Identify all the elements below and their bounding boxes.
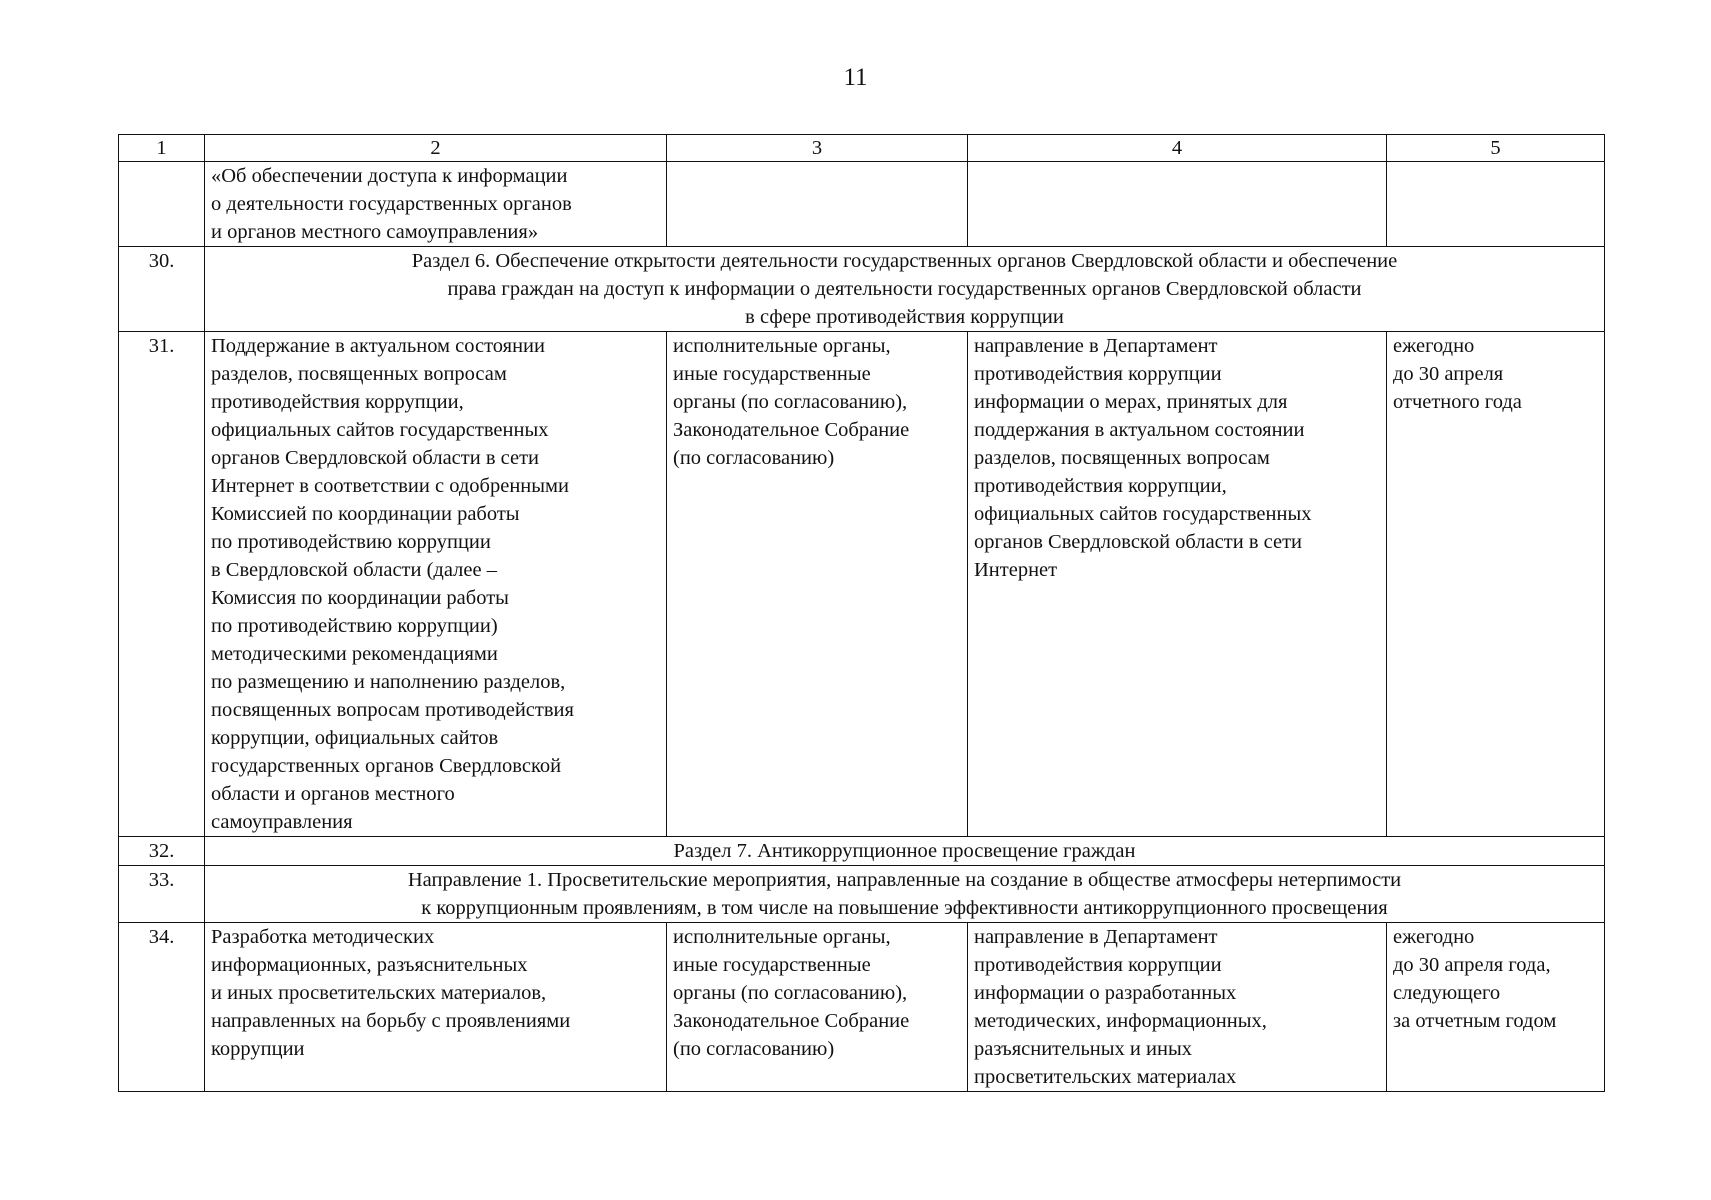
section-row [119,866,1605,923]
text-line: методическими рекомендациями [211,643,498,665]
text-line: «Об обеспечении доступа к информации [211,165,568,187]
text-line: ежегодно [1393,926,1475,948]
text-line: официальных сайтов государственных [211,419,549,441]
text-line: иные государственные [673,954,871,976]
executors-cell [667,332,968,837]
text-line: Поддержание в актуальном состоянии [211,335,545,357]
text-line: органов Свердловской области в сети [211,447,540,469]
row-number: 30. [119,247,205,332]
text-line: Законодательное Собрание [673,419,910,441]
text-line: Комиссия по координации работы [211,587,509,609]
text-line: поддержания в актуальном состоянии [974,419,1305,441]
text-line: направление в Департамент [974,335,1218,357]
text-line: органы (по согласованию), [673,982,908,1004]
text-line: ежегодно [1393,335,1475,357]
table-row [119,332,1605,837]
text-line: Законодательное Собрание [673,1010,910,1032]
row-number: 32. [119,837,205,866]
row-number: 31. [119,332,205,837]
column-number-header: 2 [205,135,667,162]
measures-table [118,134,1605,1092]
text-line: за отчетным годом [1393,1010,1557,1032]
text-line: просветительских материалах [974,1066,1237,1088]
text-line: Интернет в соответствии с одобренными [211,475,569,497]
text-line: к коррупционным проявлениям, в том числе на повышение эффективности антикоррупционного просвещения [421,897,1388,919]
text-line: исполнительные органы, [673,335,891,357]
row-number: 33. [119,866,205,923]
text-line: и иных просветительских материалов, [211,982,547,1004]
text-line: направление в Департамент [974,926,1218,948]
text-line: по размещению и наполнению разделов, [211,671,566,693]
text-line: методических, информационных, [974,1010,1267,1032]
text-line: противодействия коррупции [974,363,1222,385]
section-row [119,837,1605,866]
text-line: коррупции [211,1038,305,1060]
text-line: направленных на борьбу с проявлениями [211,1010,571,1032]
text-line: органов Свердловской области в сети [974,531,1303,553]
text-line: противодействия коррупции [974,954,1222,976]
text-line: информации о разработанных [974,982,1237,1004]
text-line: информации о мерах, принятых для [974,391,1288,413]
page-number: 11 [843,64,868,91]
deadline-cell [1387,162,1605,247]
deadline-cell [1387,923,1605,1092]
row-number [119,162,205,247]
column-number-header: 4 [968,135,1387,162]
text-line: Комиссией по координации работы [211,503,520,525]
text-line: в Свердловской области (далее – [211,559,497,581]
section-heading [205,837,1605,866]
text-line: Раздел 7. Антикоррупционное просвещение граждан [673,840,1136,862]
section-heading [205,866,1605,923]
row-number: 34. [119,923,205,1092]
result-cell [968,162,1387,247]
text-line: отчетного года [1393,391,1522,413]
text-line: в сфере противодействия коррупции [745,306,1064,328]
text-line: по противодействию коррупции) [211,615,498,637]
text-line: органы (по согласованию), [673,391,908,413]
text-line: противодействия коррупции, [211,391,464,413]
text-line: самоуправления [211,811,353,833]
text-line: противодействия коррупции, [974,475,1227,497]
text-line: разделов, посвященных вопросам [974,447,1270,469]
section-row [119,247,1605,332]
measure-cell [205,332,667,837]
text-line: исполнительные органы, [673,926,891,948]
text-line: информационных, разъяснительных [211,954,528,976]
text-line: права граждан на доступ к информации о деятельности государственных органов Свердловской области [447,278,1362,300]
text-line: официальных сайтов государственных [974,503,1312,525]
text-line: о деятельности государственных органов [211,193,572,215]
text-line: (по согласованию) [673,447,835,469]
text-line: государственных органов Свердловской [211,755,562,777]
text-line: области и органов местного [211,783,455,805]
text-line: посвященных вопросам противодействия [211,699,574,721]
column-number-header: 1 [119,135,205,162]
text-line: до 30 апреля [1393,363,1504,385]
executors-cell [667,162,968,247]
text-line: (по согласованию) [673,1038,835,1060]
text-line: до 30 апреля года, [1393,954,1551,976]
text-line: Направление 1. Просветительские мероприятия, направленные на создание в обществе атмосферы нетерпимости [407,869,1402,891]
text-line: разделов, посвященных вопросам [211,363,507,385]
text-line: следующего [1393,982,1501,1004]
column-number-header: 5 [1387,135,1605,162]
text-line: разъяснительных и иных [974,1038,1192,1060]
section-heading [205,247,1605,332]
text-line: по противодействию коррупции [211,531,491,553]
text-line: Раздел 6. Обеспечение открытости деятельности государственных органов Свердловской области и обеспечение [411,250,1398,272]
text-line: иные государственные [673,363,871,385]
text-line: коррупции, официальных сайтов [211,727,499,749]
text-line: и органов местного самоуправления» [211,221,539,243]
deadline-cell [1387,332,1605,837]
result-cell [968,923,1387,1092]
text-line: Разработка методических [211,926,435,948]
table-header-row [119,135,1605,162]
measure-cell [205,162,667,247]
table-row [119,162,1605,247]
result-cell [968,332,1387,837]
measure-cell [205,923,667,1092]
text-line: Интернет [974,559,1058,581]
column-number-header: 3 [667,135,968,162]
table-row [119,923,1605,1092]
executors-cell [667,923,968,1092]
